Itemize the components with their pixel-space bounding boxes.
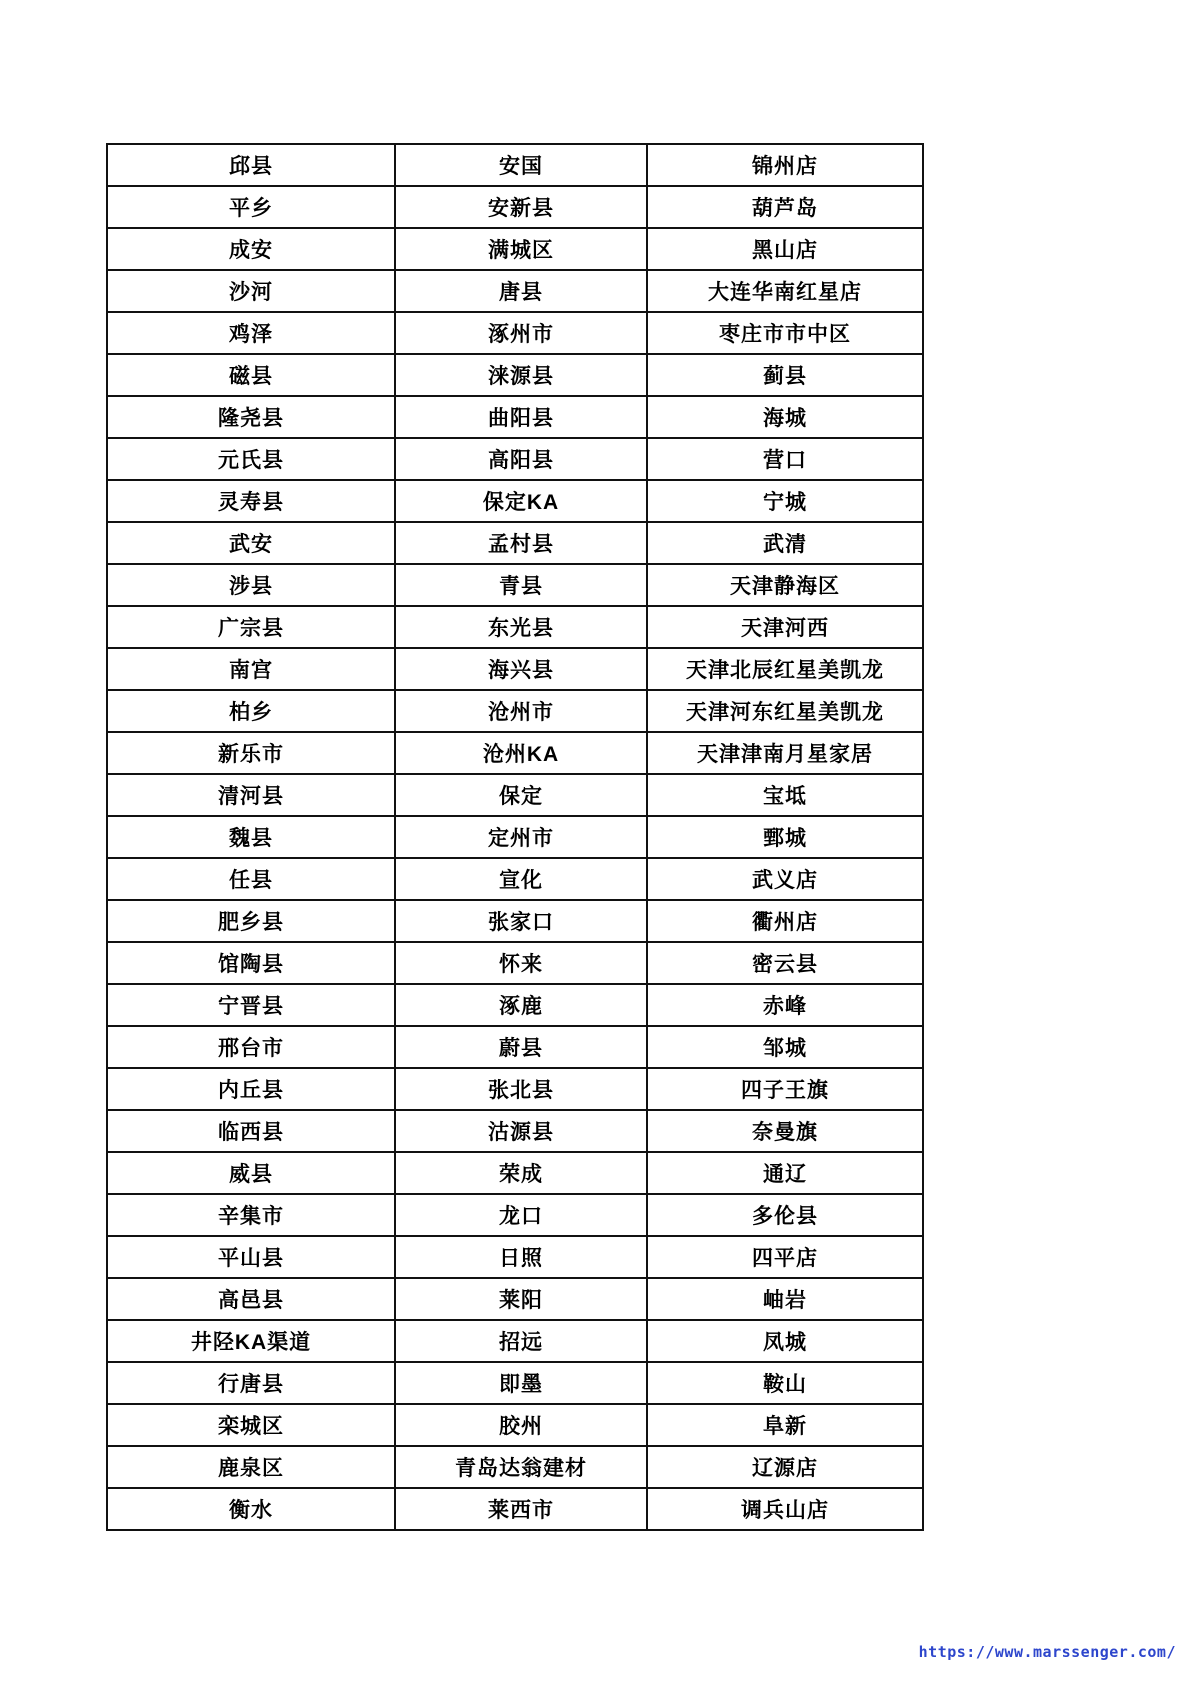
table-cell: 广宗县: [107, 606, 395, 648]
table-cell: 天津河东红星美凯龙: [647, 690, 923, 732]
table-cell: 涉县: [107, 564, 395, 606]
table-cell: 鹿泉区: [107, 1446, 395, 1488]
table-cell: 涿州市: [395, 312, 647, 354]
table-row: [107, 522, 923, 564]
table-cell: 天津静海区: [647, 564, 923, 606]
table-row: [107, 1152, 923, 1194]
table-cell: 怀来: [395, 942, 647, 984]
table-cell: 平乡: [107, 186, 395, 228]
table-cell: 青岛达翁建材: [395, 1446, 647, 1488]
table-cell: 鸡泽: [107, 312, 395, 354]
table-row: [107, 438, 923, 480]
table-row: [107, 648, 923, 690]
table-cell: 清河县: [107, 774, 395, 816]
table-cell: 招远: [395, 1320, 647, 1362]
table-cell: 日照: [395, 1236, 647, 1278]
table-cell: 高邑县: [107, 1278, 395, 1320]
table-row: [107, 1278, 923, 1320]
table-cell: 营口: [647, 438, 923, 480]
watermark-url: https://www.marssenger.com/: [918, 1643, 1176, 1661]
regions-table: [106, 143, 924, 1531]
table-cell: 宁晋县: [107, 984, 395, 1026]
table-cell: 海城: [647, 396, 923, 438]
table-row: [107, 186, 923, 228]
table-cell: 成安: [107, 228, 395, 270]
table-cell: 天津津南月星家居: [647, 732, 923, 774]
table-cell: 宝坻: [647, 774, 923, 816]
table-row: [107, 1236, 923, 1278]
table-row: [107, 690, 923, 732]
table-row: [107, 774, 923, 816]
table-row: [107, 1194, 923, 1236]
table-row: [107, 270, 923, 312]
table-cell: 磁县: [107, 354, 395, 396]
table-cell: 天津北辰红星美凯龙: [647, 648, 923, 690]
table-cell: 密云县: [647, 942, 923, 984]
table-cell: 辽源店: [647, 1446, 923, 1488]
table-cell: 孟村县: [395, 522, 647, 564]
table-cell: 内丘县: [107, 1068, 395, 1110]
table-cell: 四子王旗: [647, 1068, 923, 1110]
table-cell: 奈曼旗: [647, 1110, 923, 1152]
table-cell: 沽源县: [395, 1110, 647, 1152]
table-cell: 元氏县: [107, 438, 395, 480]
table-cell: 锦州店: [647, 144, 923, 186]
table-cell: 武清: [647, 522, 923, 564]
table-cell: 灵寿县: [107, 480, 395, 522]
table-row: [107, 1026, 923, 1068]
table-row: [107, 1488, 923, 1530]
table-cell: 莱阳: [395, 1278, 647, 1320]
table-cell: 邢台市: [107, 1026, 395, 1068]
table-cell: 邱县: [107, 144, 395, 186]
table-cell: 魏县: [107, 816, 395, 858]
table-cell: 南宫: [107, 648, 395, 690]
table-cell: 衡水: [107, 1488, 395, 1530]
table-row: [107, 1404, 923, 1446]
table-row: [107, 1320, 923, 1362]
table-cell: 行唐县: [107, 1362, 395, 1404]
table-cell: 栾城区: [107, 1404, 395, 1446]
table-cell: 武安: [107, 522, 395, 564]
table-cell: 凤城: [647, 1320, 923, 1362]
table-cell: 岫岩: [647, 1278, 923, 1320]
table-cell: 大连华南红星店: [647, 270, 923, 312]
table-row: [107, 1362, 923, 1404]
table-cell: 井陉KA渠道: [107, 1320, 395, 1362]
table-cell: 调兵山店: [647, 1488, 923, 1530]
table-cell: 通辽: [647, 1152, 923, 1194]
table-cell: 枣庄市市中区: [647, 312, 923, 354]
table-row: [107, 354, 923, 396]
table-cell: 平山县: [107, 1236, 395, 1278]
table-cell: 衢州店: [647, 900, 923, 942]
table-cell: 馆陶县: [107, 942, 395, 984]
table-cell: 鞍山: [647, 1362, 923, 1404]
table-cell: 安新县: [395, 186, 647, 228]
table-cell: 肥乡县: [107, 900, 395, 942]
table-row: [107, 144, 923, 186]
table-row: [107, 942, 923, 984]
table-cell: 四平店: [647, 1236, 923, 1278]
table-row: [107, 816, 923, 858]
table-row: [107, 984, 923, 1026]
table-cell: 蔚县: [395, 1026, 647, 1068]
regions-table-container: [106, 143, 924, 1531]
table-cell: 荣成: [395, 1152, 647, 1194]
table-cell: 安国: [395, 144, 647, 186]
table-cell: 沧州KA: [395, 732, 647, 774]
table-cell: 定州市: [395, 816, 647, 858]
table-cell: 涞源县: [395, 354, 647, 396]
table-cell: 沙河: [107, 270, 395, 312]
table-cell: 涿鹿: [395, 984, 647, 1026]
table-cell: 张北县: [395, 1068, 647, 1110]
table-row: [107, 564, 923, 606]
table-cell: 蓟县: [647, 354, 923, 396]
table-cell: 鄄城: [647, 816, 923, 858]
table-cell: 隆尧县: [107, 396, 395, 438]
table-cell: 高阳县: [395, 438, 647, 480]
table-cell: 满城区: [395, 228, 647, 270]
table-cell: 沧州市: [395, 690, 647, 732]
table-cell: 青县: [395, 564, 647, 606]
table-cell: 唐县: [395, 270, 647, 312]
table-row: [107, 1068, 923, 1110]
table-cell: 东光县: [395, 606, 647, 648]
table-cell: 赤峰: [647, 984, 923, 1026]
table-row: [107, 480, 923, 522]
table-cell: 新乐市: [107, 732, 395, 774]
table-row: [107, 312, 923, 354]
table-row: [107, 1110, 923, 1152]
table-row: [107, 858, 923, 900]
table-cell: 曲阳县: [395, 396, 647, 438]
table-row: [107, 1446, 923, 1488]
table-row: [107, 732, 923, 774]
table-cell: 即墨: [395, 1362, 647, 1404]
table-row: [107, 900, 923, 942]
table-cell: 海兴县: [395, 648, 647, 690]
table-cell: 辛集市: [107, 1194, 395, 1236]
table-cell: 威县: [107, 1152, 395, 1194]
table-cell: 阜新: [647, 1404, 923, 1446]
table-cell: 任县: [107, 858, 395, 900]
table-cell: 莱西市: [395, 1488, 647, 1530]
table-cell: 邹城: [647, 1026, 923, 1068]
table-row: [107, 606, 923, 648]
regions-table-body: [107, 144, 923, 1530]
table-cell: 保定KA: [395, 480, 647, 522]
table-cell: 天津河西: [647, 606, 923, 648]
table-cell: 张家口: [395, 900, 647, 942]
table-cell: 保定: [395, 774, 647, 816]
table-cell: 武义店: [647, 858, 923, 900]
table-cell: 多伦县: [647, 1194, 923, 1236]
table-cell: 胶州: [395, 1404, 647, 1446]
table-cell: 宣化: [395, 858, 647, 900]
table-cell: 黑山店: [647, 228, 923, 270]
table-cell: 宁城: [647, 480, 923, 522]
table-row: [107, 396, 923, 438]
table-cell: 临西县: [107, 1110, 395, 1152]
table-row: [107, 228, 923, 270]
table-cell: 柏乡: [107, 690, 395, 732]
table-cell: 龙口: [395, 1194, 647, 1236]
table-cell: 葫芦岛: [647, 186, 923, 228]
